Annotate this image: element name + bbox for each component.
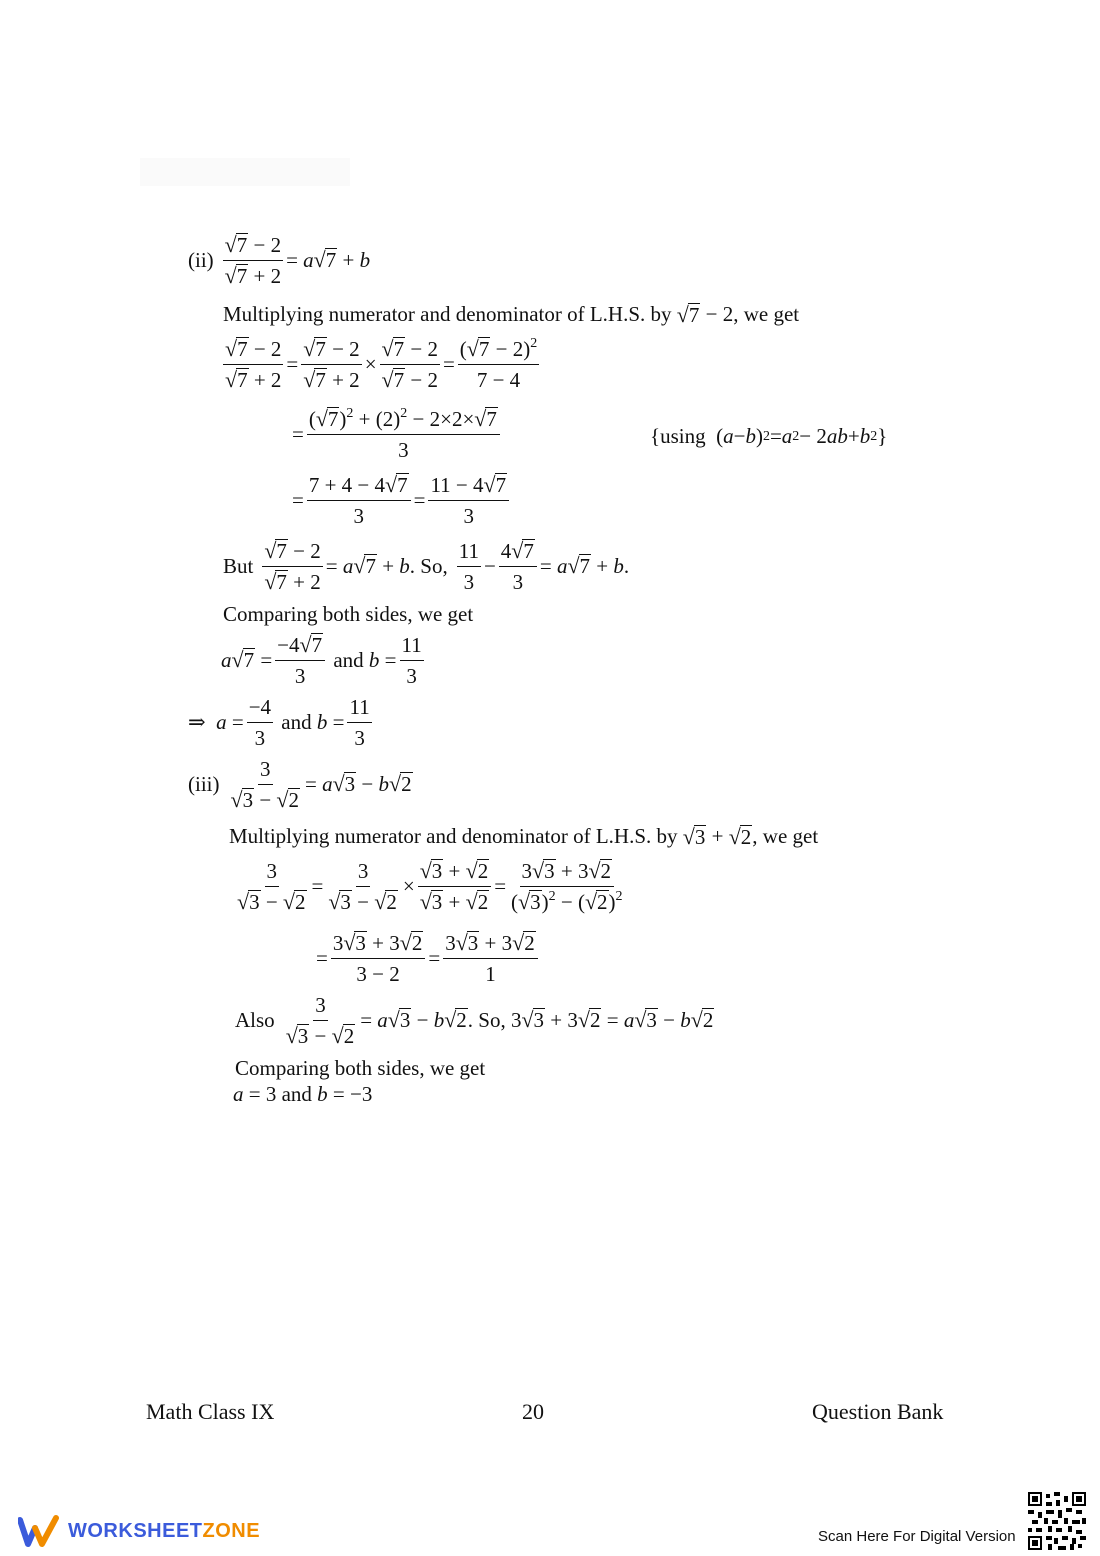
label-iii: (iii) xyxy=(188,772,220,796)
ii-result-2: ⇒ a = $\frac{-4}{3}$ and b = $\frac{11}{3}$ xyxy=(188,695,370,750)
ii-intro-line: Multiplying numerator and denominator of L.H.S. by √ 7 − 2 , we get xyxy=(223,302,800,327)
worksheetzone-w-icon xyxy=(18,1514,62,1548)
faded-header-block xyxy=(140,158,350,186)
iii-step-2: = 3 √ 3 + 3 √ 2 3 − 2 = 3 √ 3 + 3 √ 2 1 xyxy=(316,930,541,987)
iii-result: a = 3 and b = −3 xyxy=(233,1082,373,1106)
eq-ii-statement: (ii) √ 7 − 2 √ 7 + 2 = a √ 7 + b xyxy=(188,232,371,288)
iii-intro-line: Multiplying numerator and denominator of L.H.S. by √ 3 + √ 2 , we get xyxy=(229,824,819,849)
iii-step-1: 3 √ 3 − √ 2 = 3 √ 3 − √ 2 × √ 3 + √ 2 √ 3 + √ 2 = 3 √ 3 + 3 √ 2 ( √ 3 )$^2$ − ( √ 2 )$^2$ xyxy=(237,858,623,914)
frac: √ 7 − 2 √ 7 + 2 xyxy=(224,232,282,288)
worksheetzone-logo[interactable] xyxy=(18,1514,260,1548)
label-ii: (ii) xyxy=(188,248,214,272)
qr-code-icon[interactable] xyxy=(1028,1492,1086,1550)
eq-iii-statement: (iii) 3 √ 3 − √ 2 = a √ 3 − b √ 2 xyxy=(188,757,412,812)
ii-step-1: √ 7 − 2 √ 7 + 2 = √ 7 − 2 √ 7 + 2 × √ 7 − 2 √ 7 − 2 = ( √ 7 − 2)$^2$ 7 − 4 xyxy=(225,336,538,392)
ii-we-get: , we get xyxy=(733,302,800,326)
scan-here-text: Scan Here For Digital Version xyxy=(818,1528,1016,1545)
ii-identity-note: {using ( a − b ) 2 = a 2 − 2 ab + b 2 } xyxy=(650,424,888,448)
footer-right: Question Bank xyxy=(812,1399,944,1424)
footer-page-number: 20 xyxy=(522,1399,544,1424)
ii-step-2: = ( √ 7 )$^2 + (2)^2 - 2\times 2\times$ √ 7 3 xyxy=(292,406,503,463)
ii-comparing: Comparing both sides, we get xyxy=(223,602,474,626)
footer-left: Math Class IX xyxy=(146,1399,275,1424)
ii-result-1: a √ 7 = −4 √ 7 3 and b = $\frac{11}{3}$ xyxy=(221,632,422,688)
ii-step-3: = 7 + 4 − 4 √ 7 3 = 11 − 4 √ 7 3 xyxy=(292,472,512,529)
brand-name: WORKSHEETZONE xyxy=(68,1519,261,1542)
iii-comparing: Comparing both sides, we get xyxy=(235,1056,486,1080)
ii-intro-text: Multiplying numerator and denominator of L.H.S. by xyxy=(223,302,672,326)
ii-but-line: But √ 7 − 2 √ 7 + 2 = a √ 7 + b. So, $\frac{11}{3}$ − 4 √ 7 3 = a √ 7 + b. xyxy=(223,538,630,594)
iii-also-line: Also 3 √ 3 − √ 2 = a √ 3 − b √ 2 . So, 3 √ 3 + 3 √ 2 = a √ 3 − b √ 2 xyxy=(235,993,714,1048)
